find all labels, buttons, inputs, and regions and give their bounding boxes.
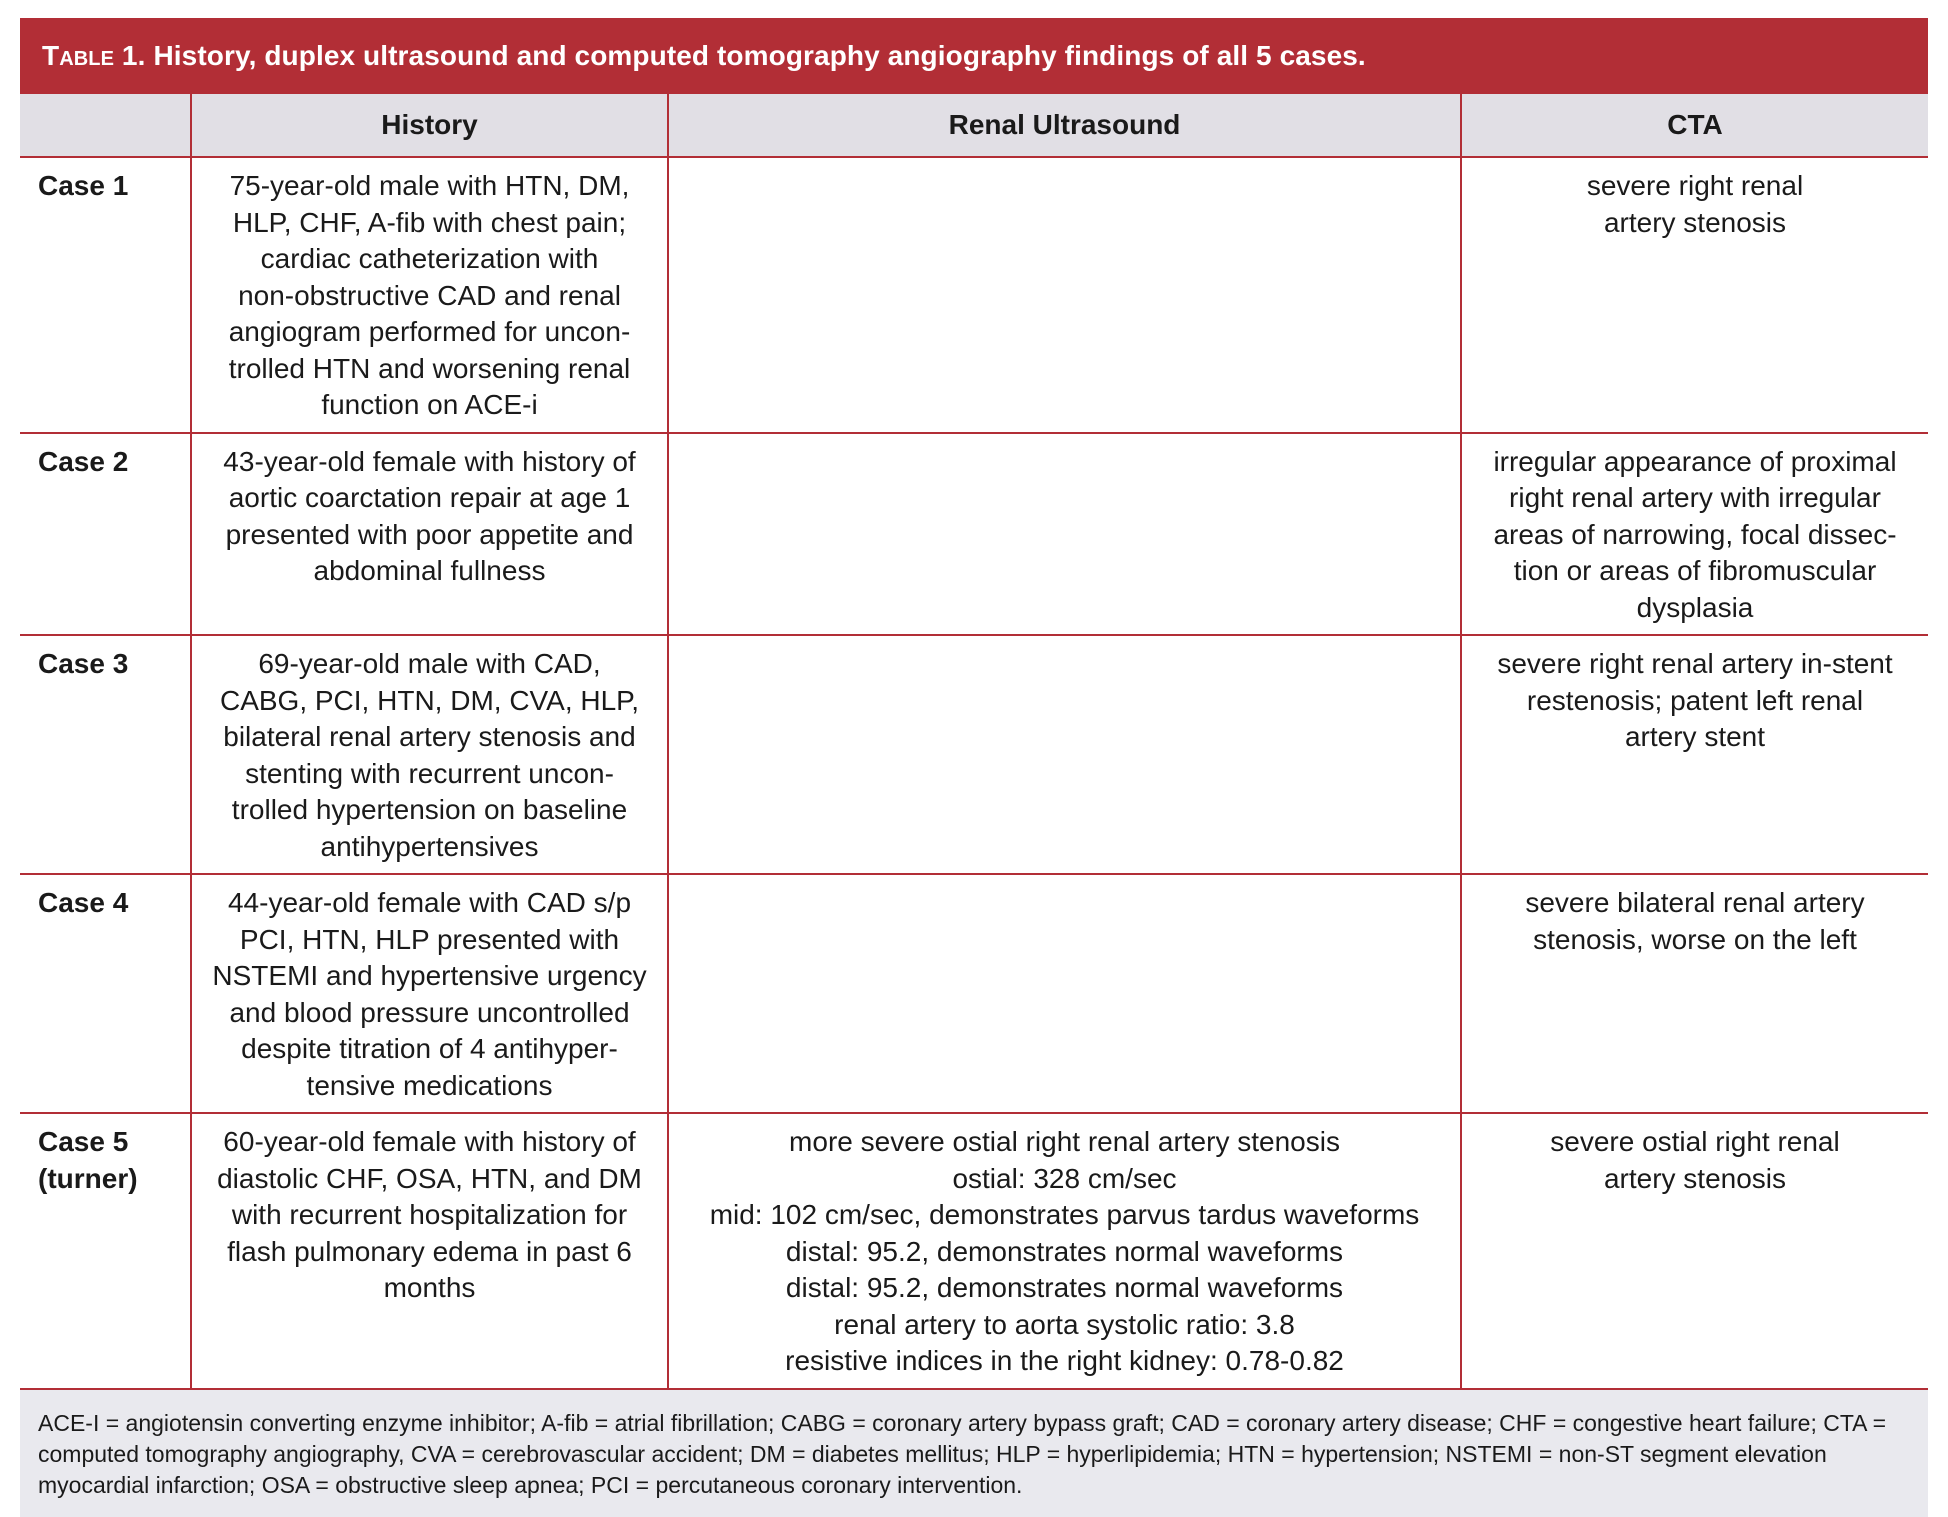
history-cell-line: cardiac catheterization with [260, 243, 599, 274]
history-cell-line: abdominal fullness [313, 555, 546, 586]
cta-cell-line: severe right renal artery in-stent [1497, 648, 1893, 679]
cta-cell [1461, 874, 1928, 1113]
renal-ultrasound-cell-line: renal artery to aorta systolic ratio: 3.8 [834, 1308, 1295, 1340]
history-cell-line: non-obstructive CAD and renal [238, 279, 621, 311]
history-cell-line: CABG, PCI, HTN, DM, CVA, HLP, [219, 684, 640, 716]
case-cell-line: Case 1 [38, 170, 129, 201]
cta-cell [1461, 635, 1928, 874]
cta-cell [1461, 157, 1928, 433]
renal-ultrasound-cell [668, 1113, 1461, 1389]
history-cell-line: 69-year-old male with CAD, [258, 648, 601, 679]
table-row [20, 433, 1928, 636]
case-cell-line: Case 5 [38, 1126, 129, 1157]
cta-cell-line: severe bilateral renal artery [1525, 887, 1865, 918]
history-cell-line: HLP, CHF, A-fib with chest pain; [232, 206, 627, 238]
history-cell-line: angiogram performed for uncon- [228, 316, 631, 347]
history-cell-line: tensive medications [306, 1069, 553, 1101]
table-row [20, 635, 1928, 874]
table-title: History, duplex ultrasound and computed tomography angiography findings of all 5 cases. [153, 40, 1366, 71]
cta-cell-line: areas of narrowing, focal dissec- [1493, 518, 1897, 550]
case-cell-line: Case 3 [38, 648, 129, 679]
cta-cell-line: artery stent [1624, 721, 1766, 752]
history-cell-line: bilateral renal artery stenosis and [223, 721, 636, 752]
cta-cell-line: stenosis, worse on the left [1533, 923, 1857, 955]
findings-table-container [20, 18, 1928, 1517]
findings-table [20, 94, 1928, 1390]
cta-cell-line: severe right renal [1586, 170, 1804, 201]
table-title-bar [20, 18, 1928, 94]
cta-cell-line: dysplasia [1636, 591, 1754, 623]
history-cell-line: trolled hypertension on baseline [231, 794, 628, 825]
history-cell-line: NSTEMI and hypertensive urgency [212, 960, 647, 991]
renal-ultrasound-cell-line: resistive indices in the right kidney: 0.78-0.82 [785, 1345, 1344, 1376]
renal-ultrasound-cell-line: distal: 95.2, demonstrates normal waveforms [785, 1272, 1344, 1303]
history-cell-line: function on ACE-i [321, 389, 538, 420]
table-body [20, 157, 1928, 1389]
case-cell [20, 874, 191, 1113]
cta-cell-line: restenosis; patent left renal [1526, 684, 1864, 716]
renal-ultrasound-cell [668, 433, 1461, 636]
table-label: Table 1. [42, 40, 146, 71]
header-case [20, 94, 191, 157]
header-renal-ultrasound: Renal Ultrasound [668, 94, 1461, 157]
history-cell-line: trolled HTN and worsening renal [228, 352, 631, 384]
history-cell [191, 635, 668, 874]
history-cell-line: with recurrent hospitalization for [231, 1199, 628, 1230]
history-cell-line: antihypertensives [320, 830, 539, 862]
cta-cell [1461, 433, 1928, 636]
cta-cell-line: severe ostial right renal [1550, 1126, 1840, 1157]
cta-cell-line: right renal artery with irregular [1509, 482, 1881, 513]
history-cell-line: months [383, 1272, 476, 1303]
history-cell-line: presented with poor appetite and [225, 518, 634, 550]
renal-ultrasound-cell-line: distal: 95.2, demonstrates normal waveforms [785, 1235, 1344, 1267]
table-row [20, 157, 1928, 433]
history-cell [191, 1113, 668, 1389]
history-cell-line: 44-year-old female with CAD s/p [227, 887, 632, 918]
history-cell [191, 157, 668, 433]
case-cell [20, 1113, 191, 1389]
case-cell-line: Case 4 [38, 887, 129, 918]
cta-cell-line: artery stenosis [1603, 1162, 1787, 1194]
cta-cell-line: artery stenosis [1603, 206, 1787, 238]
case-cell [20, 635, 191, 874]
cta-cell-line: tion or areas of fibromuscular [1513, 555, 1877, 586]
history-cell-line: flash pulmonary edema in past 6 [227, 1235, 632, 1267]
cta-cell-line: irregular appearance of proximal [1493, 445, 1897, 477]
cta-cell [1461, 1113, 1928, 1389]
history-cell-line: 75-year-old male with HTN, DM, [229, 170, 630, 201]
history-cell-line: 43-year-old female with history of [223, 445, 636, 477]
history-cell-line: aortic coarctation repair at age 1 [228, 482, 631, 513]
table-footnote: ACE-I = angiotensin converting enzyme inhibitor; A-fib = atrial fibrillation; CABG = coronary artery bypass graft; CAD = coronary artery disease; CHF = congestive heart failure; CTA = computed tomography angiography, CVA = cerebrovascular accident; DM = diabetes mellitus; HLP = hyperlipidemia; HTN = hypertension; NSTEMI = non-ST segment elevation myocardial infarction; OSA = obstructive sleep apnea; PCI = percutaneous coronary intervention. [20, 1390, 1928, 1517]
renal-ultrasound-cell [668, 874, 1461, 1113]
history-cell [191, 433, 668, 636]
header-cta: CTA [1461, 94, 1928, 157]
case-cell [20, 433, 191, 636]
case-cell-line: (turner) [38, 1162, 138, 1194]
renal-ultrasound-cell [668, 157, 1461, 433]
history-cell-line: despite titration of 4 antihyper- [241, 1033, 618, 1064]
history-cell-line: PCI, HTN, HLP presented with [239, 923, 620, 955]
header-history: History [191, 94, 668, 157]
renal-ultrasound-cell-line: ostial: 328 cm/sec [952, 1162, 1177, 1194]
history-cell-line: 60-year-old female with history of [223, 1126, 636, 1157]
table-row [20, 874, 1928, 1113]
case-cell [20, 157, 191, 433]
history-cell-line: diastolic CHF, OSA, HTN, and DM [217, 1162, 642, 1194]
renal-ultrasound-cell-line: more severe ostial right renal artery stenosis [789, 1126, 1340, 1157]
table-header-row [20, 94, 1928, 157]
case-cell-line: Case 2 [38, 445, 129, 477]
renal-ultrasound-cell [668, 635, 1461, 874]
history-cell [191, 874, 668, 1113]
history-cell-line: and blood pressure uncontrolled [229, 996, 630, 1028]
renal-ultrasound-cell-line: mid: 102 cm/sec, demonstrates parvus tardus waveforms [709, 1199, 1420, 1230]
history-cell-line: stenting with recurrent uncon- [245, 757, 614, 789]
table-row [20, 1113, 1928, 1389]
